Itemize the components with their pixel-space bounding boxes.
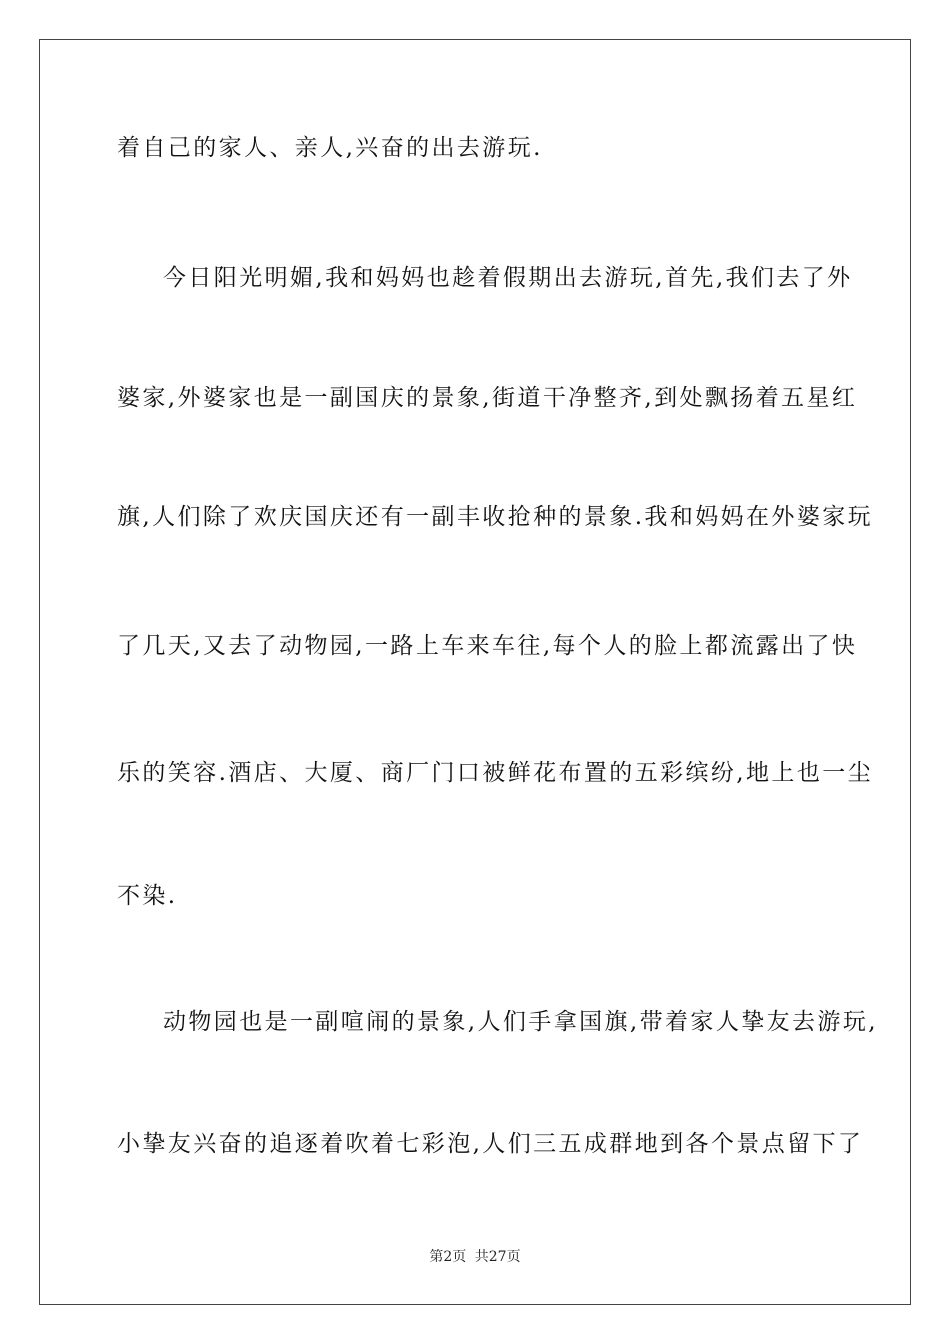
page-total: 共27页 [474,1249,521,1265]
text-line-5: 了几天,又去了动物园,一路上车来车往,每个人的脸上都流露出了快 [117,633,858,659]
text-line-4: 旗,人们除了欢庆国庆还有一副丰收抢种的景象.我和妈妈在外婆家玩 [117,504,874,530]
page-number: 第2页 [429,1249,467,1265]
text-line-2: 今日阳光明媚,我和妈妈也趁着假期出去游玩,首先,我们去了外 [163,265,853,291]
text-line-8: 动物园也是一副喧闹的景象,人们手拿国旗,带着家人挚友去游玩, [163,1009,878,1035]
text-line-1: 着自己的家人、亲人,兴奋的出去游玩. [117,135,543,161]
page-border [39,39,911,1305]
text-line-3: 婆家,外婆家也是一副国庆的景象,街道干净整齐,到处飘扬着五星红 [117,385,858,411]
text-line-7: 不染. [117,883,178,909]
text-line-6: 乐的笑容.酒店、大厦、商厂门口被鲜花布置的五彩缤纷,地上也一尘 [117,760,874,786]
page-footer [0,1248,950,1266]
text-line-9: 小挚友兴奋的追逐着吹着七彩泡,人们三五成群地到各个景点留下了 [117,1131,864,1157]
